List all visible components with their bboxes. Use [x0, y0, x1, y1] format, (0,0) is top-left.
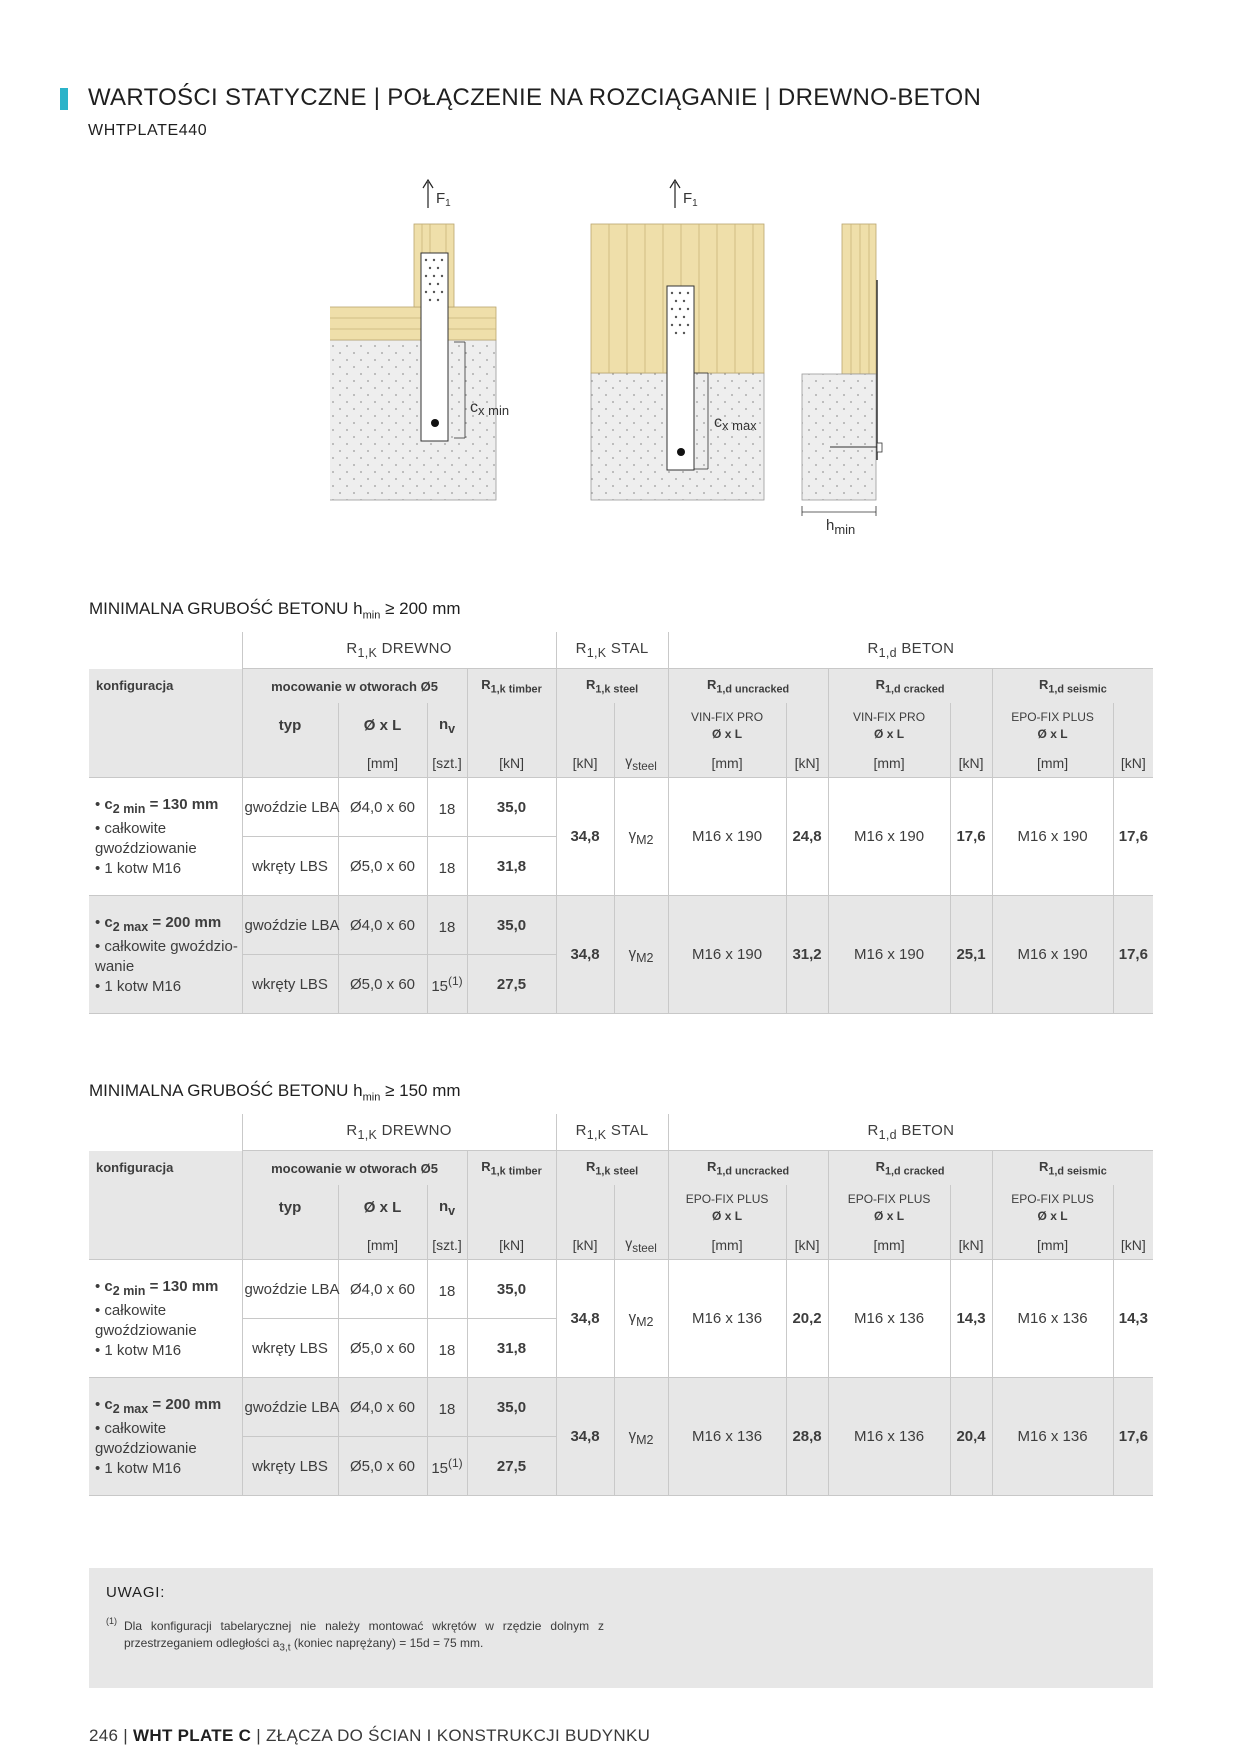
fastener-count: 18	[427, 1319, 467, 1378]
fastener-type: wkręty LBS	[242, 955, 338, 1014]
unit-szt: [szt.]	[427, 1230, 467, 1260]
header-r-uncracked: $R_{1,d uncracked}$	[668, 669, 828, 704]
unit-kn: [kN]	[1113, 748, 1153, 778]
svg-text:cx min: cx min	[470, 399, 510, 418]
svg-text:F1: $F_1$	[436, 190, 451, 209]
unit-mm: [mm]	[828, 748, 950, 778]
unit-kn: [kN]	[556, 748, 614, 778]
detail-section	[802, 224, 882, 537]
unit-mm: [mm]	[338, 748, 427, 778]
fastener-count: 15$^{(1)}$	[427, 955, 467, 1014]
header-r-cracked: $R_{1,d cracked}$	[828, 669, 992, 704]
unit-kn: [kN]	[786, 748, 828, 778]
fastener-count: 18	[427, 837, 467, 896]
fastener-count: 18	[427, 1260, 467, 1319]
footer-section: ZŁĄCZA DO ŚCIAN I KONSTRUKCJI BUDYNKU	[266, 1726, 651, 1745]
svg-text:hmin: hmin	[826, 517, 856, 537]
unit-kn: [kN]	[467, 748, 556, 778]
header-r-cracked: $R_{1,d cracked}$	[828, 1151, 992, 1186]
fastener-size: Ø5,0 x 60	[338, 955, 427, 1014]
r-timber-value: 35,0	[467, 896, 556, 955]
fastener-count: 18	[427, 896, 467, 955]
r-cracked-value: 17,6	[950, 778, 992, 896]
header-r-timber: $R_{1,k timber}$	[467, 669, 556, 704]
fastener-size: Ø4,0 x 60	[338, 1378, 427, 1437]
fastener-size: Ø5,0 x 60	[338, 837, 427, 896]
section-2-title: MINIMALNA GRUBOŚĆ BETONU $h_{min} \ge 150$ mm	[89, 1081, 461, 1104]
header-r-seismic: $R_{1,d seismic}$	[992, 1151, 1153, 1186]
group-drewno: $R_{1,K}$ DREWNO	[242, 632, 556, 669]
anchor-size: M16 x 190	[828, 778, 950, 896]
r-timber-value: 27,5	[467, 1437, 556, 1496]
anchor-size: M16 x 190	[992, 896, 1113, 1014]
r-seismic-value: 17,6	[1113, 896, 1153, 1014]
header-dxl: Ø x L	[338, 703, 427, 748]
note-marker: (1)	[106, 1616, 117, 1626]
r-uncracked-value: 28,8	[786, 1378, 828, 1496]
fastener-type: gwoździe LBA	[242, 1260, 338, 1319]
r-uncracked-value: 20,2	[786, 1260, 828, 1378]
detail-cx-max	[591, 180, 764, 500]
fastener-size: Ø4,0 x 60	[338, 896, 427, 955]
accent-bar	[60, 88, 68, 110]
r-seismic-value: 14,3	[1113, 1260, 1153, 1378]
anchor-size: M16 x 136	[828, 1260, 950, 1378]
unit-mm: [mm]	[828, 1230, 950, 1260]
r-timber-value: 35,0	[467, 778, 556, 837]
r-timber-value: 35,0	[467, 1378, 556, 1437]
page-number: 246	[89, 1726, 119, 1745]
table-hmin-200	[89, 632, 1153, 1014]
fastener-count: 18	[427, 1378, 467, 1437]
r-steel-value: 34,8	[556, 1260, 614, 1378]
note-text: Dla konfiguracji tabelarycznej nie należy montować wkrętów w rzędzie dolnym z przestrzeganiem odległości $a_{3,t}$ (koniec naprężany) = 15d = 75 mm.	[124, 1619, 604, 1654]
group-drewno: $R_{1,K}$ DREWNO	[242, 1114, 556, 1151]
r-cracked-value: 14,3	[950, 1260, 992, 1378]
r-uncracked-value: 24,8	[786, 778, 828, 896]
table-hmin-150	[89, 1114, 1153, 1496]
page-subtitle: WHTPLATE440	[88, 122, 208, 139]
header-anchor-uncracked: VIN-FIX PRO Ø x L	[668, 703, 786, 748]
r-timber-value: 31,8	[467, 1319, 556, 1378]
header-nv: $n_v$	[427, 1185, 467, 1230]
gamma-m2: $\gamma_{M2}$	[614, 896, 668, 1014]
section-1-title: MINIMALNA GRUBOŚĆ BETONU $h_{min} \ge 200$ mm	[89, 599, 461, 622]
svg-text:cx max: cx max	[714, 414, 757, 433]
header-typ: typ	[242, 1185, 338, 1230]
anchor-size: M16 x 190	[992, 778, 1113, 896]
header-konfiguracja: konfiguracja	[96, 1160, 174, 1176]
header-anchor-seismic: EPO-FIX PLUS Ø x L	[992, 1185, 1113, 1230]
table-row	[89, 1260, 1153, 1319]
anchor-size: M16 x 190	[668, 778, 786, 896]
unit-kn: [kN]	[786, 1230, 828, 1260]
group-beton: $R_{1,d}$ BETON	[668, 1114, 1153, 1151]
unit-kn: [kN]	[950, 748, 992, 778]
fastener-type: gwoździe LBA	[242, 1378, 338, 1437]
header-r-seismic: $R_{1,d seismic}$	[992, 669, 1153, 704]
gamma-steel: $\gamma_{steel}$	[614, 748, 668, 778]
fastener-type: wkręty LBS	[242, 837, 338, 896]
unit-mm: [mm]	[338, 1230, 427, 1260]
fastener-count: 18	[427, 778, 467, 837]
header-anchor-seismic: EPO-FIX PLUS Ø x L	[992, 703, 1113, 748]
r-steel-value: 34,8	[556, 896, 614, 1014]
header-mocowanie: mocowanie w otworach Ø5	[242, 669, 467, 704]
fastener-size: Ø5,0 x 60	[338, 1437, 427, 1496]
table-row	[89, 1378, 1153, 1437]
fastener-type: wkręty LBS	[242, 1319, 338, 1378]
fastener-type: gwoździe LBA	[242, 778, 338, 837]
unit-mm: [mm]	[992, 748, 1113, 778]
anchor-size: M16 x 190	[828, 896, 950, 1014]
header-anchor-uncracked: EPO-FIX PLUS Ø x L	[668, 1185, 786, 1230]
header-anchor-cracked: EPO-FIX PLUS Ø x L	[828, 1185, 950, 1230]
anchor-size: M16 x 190	[668, 896, 786, 1014]
gamma-steel: $\gamma_{steel}$	[614, 1230, 668, 1260]
unit-mm: [mm]	[668, 748, 786, 778]
r-timber-value: 35,0	[467, 1260, 556, 1319]
config-cell: • $c_{2 min} = 130$ mm • całkowite gwoździowanie • 1 kotw M16	[89, 1260, 242, 1378]
gamma-m2: $\gamma_{M2}$	[614, 1260, 668, 1378]
r-cracked-value: 20,4	[950, 1378, 992, 1496]
r-uncracked-value: 31,2	[786, 896, 828, 1014]
unit-szt: [szt.]	[427, 748, 467, 778]
anchor-size: M16 x 136	[668, 1260, 786, 1378]
config-cell: • $c_{2 min} = 130$ mm • całkowite gwoździowanie • 1 kotw M16	[89, 778, 242, 896]
anchor-size: M16 x 136	[992, 1260, 1113, 1378]
header-konfiguracja: konfiguracja	[96, 678, 174, 694]
r-cracked-value: 25,1	[950, 896, 992, 1014]
r-steel-value: 34,8	[556, 778, 614, 896]
svg-text:F1: $F_1$	[683, 190, 698, 209]
fastener-type: gwoździe LBA	[242, 896, 338, 955]
r-timber-value: 31,8	[467, 837, 556, 896]
fastener-size: Ø4,0 x 60	[338, 778, 427, 837]
page-footer: 246 | WHT PLATE C | ZŁĄCZA DO ŚCIAN I KONSTRUKCJI BUDYNKU	[89, 1726, 651, 1745]
r-steel-value: 34,8	[556, 1378, 614, 1496]
header-dxl: Ø x L	[338, 1185, 427, 1230]
anchor-size: M16 x 136	[828, 1378, 950, 1496]
header-r-steel: $R_{1,k steel}$	[556, 1151, 668, 1186]
header-r-timber: $R_{1,k timber}$	[467, 1151, 556, 1186]
unit-mm: [mm]	[992, 1230, 1113, 1260]
header-mocowanie: mocowanie w otworach Ø5	[242, 1151, 467, 1186]
header-anchor-cracked: VIN-FIX PRO Ø x L	[828, 703, 950, 748]
fastener-type: wkręty LBS	[242, 1437, 338, 1496]
anchor-size: M16 x 136	[992, 1378, 1113, 1496]
group-stal: $R_{1,K}$ STAL	[556, 632, 668, 669]
unit-kn: [kN]	[467, 1230, 556, 1260]
config-cell: • $c_{2 max} = 200$ mm • całkowite gwoździowanie • 1 kotw M16	[89, 1378, 242, 1496]
unit-mm: [mm]	[668, 1230, 786, 1260]
table-row	[89, 896, 1153, 955]
config-cell: • $c_{2 max} = 200$ mm • całkowite gwoździo-wanie • 1 kotw M16	[89, 896, 242, 1014]
gamma-m2: $\gamma_{M2}$	[614, 778, 668, 896]
page-title: WARTOŚCI STATYCZNE | POŁĄCZENIE NA ROZCIĄGANIE | DREWNO-BETON	[88, 84, 982, 111]
unit-kn: [kN]	[556, 1230, 614, 1260]
notes-box	[89, 1568, 1153, 1688]
header-typ: typ	[242, 703, 338, 748]
anchor-size: M16 x 136	[668, 1378, 786, 1496]
fastener-size: Ø4,0 x 60	[338, 1260, 427, 1319]
connection-diagram	[330, 160, 970, 580]
group-beton: $R_{1,d}$ BETON	[668, 632, 1153, 669]
footer-product: WHT PLATE C	[133, 1726, 252, 1745]
fastener-size: Ø5,0 x 60	[338, 1319, 427, 1378]
gamma-m2: $\gamma_{M2}$	[614, 1378, 668, 1496]
detail-cx-min	[330, 180, 509, 500]
table-row	[89, 778, 1153, 837]
fastener-count: 15$^{(1)}$	[427, 1437, 467, 1496]
group-stal: $R_{1,K}$ STAL	[556, 1114, 668, 1151]
r-timber-value: 27,5	[467, 955, 556, 1014]
header-r-uncracked: $R_{1,d uncracked}$	[668, 1151, 828, 1186]
header-r-steel: $R_{1,k steel}$	[556, 669, 668, 704]
r-seismic-value: 17,6	[1113, 1378, 1153, 1496]
unit-kn: [kN]	[1113, 1230, 1153, 1260]
notes-title: UWAGI:	[106, 1584, 166, 1601]
header-nv: $n_v$	[427, 703, 467, 748]
unit-kn: [kN]	[950, 1230, 992, 1260]
r-seismic-value: 17,6	[1113, 778, 1153, 896]
